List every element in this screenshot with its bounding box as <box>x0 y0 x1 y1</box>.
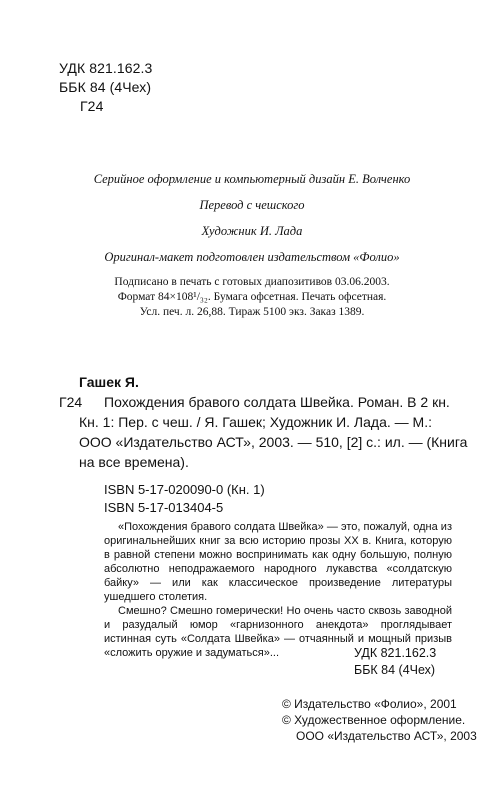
annotation-paragraph: Смешно? Смешно гомерически! Но очень часто сквозь заводной и разудалый юмор «гарнизонного анекдота» проглядывает истинная суть «Солдата Швейка» — отчаянный и мощный призыв «сложить оружие и задуматься»... <box>104 605 452 659</box>
record-author: Гашек Я. <box>79 374 139 390</box>
copyright-line: ООО «Издательство АСТ», 2003 <box>296 729 477 743</box>
credit-layout: Оригинал-макет подготовлен издательством «Фолио» <box>104 250 400 264</box>
record-line: Кн. 1: Пер. с чеш. / Я. Гашек; Художник И. Лада. — М.: <box>79 414 432 430</box>
record-mark: Г24 <box>59 394 83 410</box>
isbn-line: ISBN 5-17-013404-5 <box>104 500 224 515</box>
credit-translation: Перевод с чешского <box>199 198 305 212</box>
annotation-paragraph: «Похождения бравого солдата Швейка» — это, пожалуй, одна из оригинальнейших книг за всю историю прозы XX в. Книга, которую в равной степени можно воспринимать как одну большую, полную абсолютно неподражаемого народного лукавства «солдатскую байку» — или как классическое произведение литературы ушедшего столетия. <box>104 521 452 603</box>
bbk-code-bottom: ББК 84 (4Чех) <box>354 663 436 677</box>
copyright-line: © Художественное оформление. <box>282 713 466 727</box>
record-line: Похождения бравого солдата Швейка. Роман. В 2 кн. <box>104 394 450 410</box>
credit-artist: Художник И. Лада <box>201 224 303 238</box>
record-line: ООО «Издательство АСТ», 2003. — 510, [2] с.: ил. — (Книга <box>79 434 468 450</box>
author-mark: Г24 <box>80 98 104 114</box>
credit-design: Серийное оформление и компьютерный дизайн Е. Волченко <box>93 172 411 186</box>
print-info-line: Формат 84×108¹/₃₂. Бумага офсетная. Печать офсетная. <box>117 291 387 303</box>
isbn-line: ISBN 5-17-020090-0 (Кн. 1) <box>104 482 265 497</box>
udk-code-bottom: УДК 821.162.3 <box>354 646 437 660</box>
copyright-line: © Издательство «Фолио», 2001 <box>282 697 457 711</box>
bbk-code: ББК 84 (4Чех) <box>59 79 152 95</box>
print-info-line: Подписано в печать с готовых диапозитивов 03.06.2003. <box>114 276 390 288</box>
record-line: на все времена). <box>79 454 189 470</box>
udk-code: УДК 821.162.3 <box>59 60 153 76</box>
annotation <box>104 520 452 660</box>
print-info-line: Усл. печ. л. 26,88. Тираж 5100 экз. Заказ 1389. <box>139 306 365 318</box>
